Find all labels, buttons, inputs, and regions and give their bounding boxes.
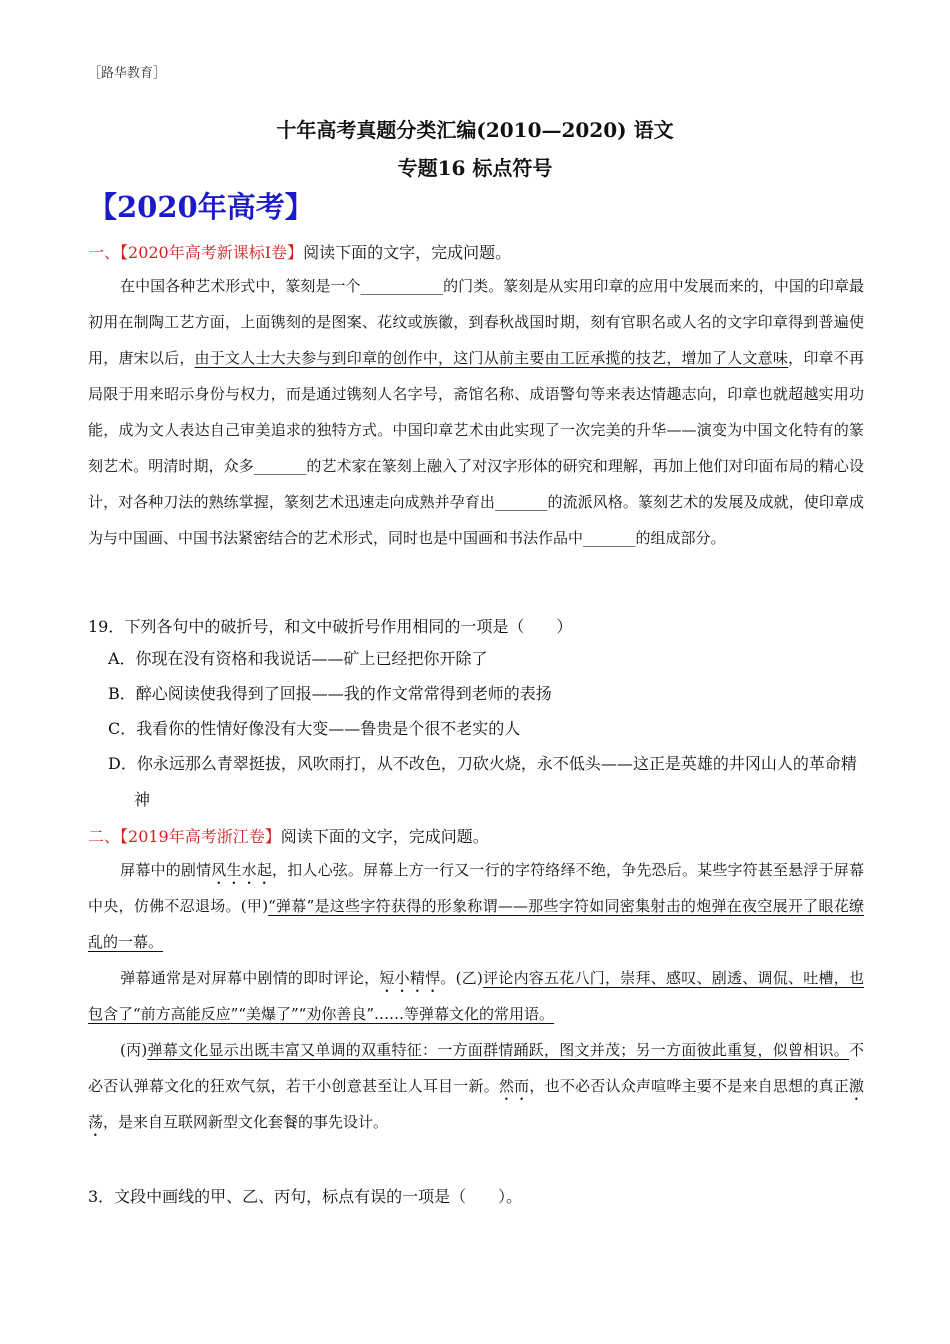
section-2-paragraph-2 xyxy=(88,960,864,1032)
p3-text-d: ，是来自互联网新型文化套餐的事先设计。 xyxy=(103,1113,389,1131)
section-1-source: 【2020年高考新课标I卷】 xyxy=(120,243,304,262)
passage-1-text-a: 在中国各种艺术形式中，篆刻是一个___________的门类。篆刻是从实用印章的应用中发展而来的，中国的印章最初用在制陶工艺方面，上面镌刻的是图案、花纹或族徽，到春秋战国时期，刻有官职名或人名的文字印章得到普遍使用，唐宋以后， xyxy=(88,277,864,367)
p3-label: (丙) xyxy=(120,1041,148,1059)
header-tag: ［路华教育］ xyxy=(88,66,167,81)
sentence-jia-underlined: “弹幕”是这些字符获得的形象称谓——那些字符如同密集射击的炮弹在夜空展开了眼花缭乱的一幕。 xyxy=(88,897,864,951)
question-19-stem: 19．下列各句中的破折号，和文中破折号作用相同的一项是（ ） xyxy=(88,617,573,636)
section-2-paragraph-3 xyxy=(88,1032,864,1140)
question-19-option-d: D．你永远那么青翠挺拔，风吹雨打，从不改色，刀砍火烧，永不低头——这正是英雄的井冈山人的革命精 xyxy=(108,754,857,773)
sentence-bing-underlined: 弹幕文化显示出既丰富又单调的双重特征：一方面群情踊跃，图文并茂；另一方面彼此重复，似曾相识。 xyxy=(147,1041,849,1059)
question-19-option-b: B．醉心阅读使我得到了回报——我的作文常常得到老师的表扬 xyxy=(108,684,552,703)
question-19-option-c: C．我看你的性情好像没有大变——鲁贵是个很不老实的人 xyxy=(108,719,521,738)
question-19-option-d-continued: 神 xyxy=(134,790,151,809)
section-2-source: 【2019年高考浙江卷】 xyxy=(120,827,281,846)
p3-text-b: 不必否认弹幕文化的狂欢气氛，若干小创意甚至让人耳目一新。 xyxy=(88,1041,864,1095)
section-1-heading xyxy=(88,240,511,263)
p1-text-a: 屏幕中的剧情 xyxy=(120,861,212,879)
question-19-option-a: A．你现在没有资格和我说话——矿上已经把你开除了 xyxy=(108,649,488,668)
year-heading: 【2020年高考】 xyxy=(88,190,314,224)
section-2-number: 二、 xyxy=(88,827,121,846)
p1-text-b: ，扣人心弦。屏幕上方一行又一行的字符络绎不绝，争先恐后。某些字符甚至悬浮于屏幕中央，仿佛不忍退场。(甲) xyxy=(88,861,864,915)
p3-dotted-word-2: 激荡 xyxy=(88,1077,864,1131)
question-3-stem: 3．文段中画线的甲、乙、丙句，标点有误的一项是（ ）。 xyxy=(88,1187,523,1206)
passage-1-underlined: 由于文人士大夫参与到印章的创作中，这门从前主要由工匠承揽的技艺，增加了人文意味 xyxy=(194,349,789,367)
p3-dotted-word: 然而 xyxy=(498,1077,530,1095)
document-title: 十年高考真题分类汇编(2010—2020) 语文 xyxy=(276,118,674,142)
section-2-instruction: 阅读下面的文字，完成问题。 xyxy=(280,827,489,846)
section-1-number: 一、 xyxy=(88,243,121,262)
passage-1-text-b: ，印章不再局限于用来昭示身份与权力，而是通过镌刻人名字号，斋馆名称、成语警句等来表达情趣志向，印章也就超越实用功能，成为文人表达自己审美追求的独特方式。中国印章艺术由此实现了一次完美的升华——演变为中国文化特有的篆刻艺术。明清时期，众多_______的艺术家在篆刻上融入了对汉字形体的研究和理解，再加上他们对印面布局的精心设计，对各种刀法的熟练掌握，篆刻艺术迅速走向成熟并孕育出_______的流派风格。篆刻艺术的发展及成就，使印章成为与中国画、中国书法紧密结合的艺术形式，同时也是中国画和书法作品中_______的组成部分。 xyxy=(88,349,864,547)
document-subtitle: 专题16 标点符号 xyxy=(397,156,553,180)
section-2-paragraph-1 xyxy=(88,852,864,960)
section-1-instruction: 阅读下面的文字，完成问题。 xyxy=(303,243,512,262)
sentence-yi-underlined: 评论内容五花八门，崇拜、感叹、剧透、调侃、吐槽，也包含了“前方高能反应”“美爆了”“劝你善良”……等弹幕文化的常用语。 xyxy=(88,969,864,1023)
p2-text-b: 。(乙) xyxy=(440,969,483,987)
p2-text-a: 弹幕通常是对屏幕中剧情的即时评论， xyxy=(120,969,380,987)
section-1-passage xyxy=(88,268,864,556)
p1-dotted-phrase: 风生水起 xyxy=(211,861,273,879)
p2-dotted-phrase: 短小精悍 xyxy=(379,969,441,987)
section-2-heading xyxy=(88,824,489,847)
p3-text-c: ，也不必否认众声喧哗主要不是来自思想的真正 xyxy=(529,1077,849,1095)
